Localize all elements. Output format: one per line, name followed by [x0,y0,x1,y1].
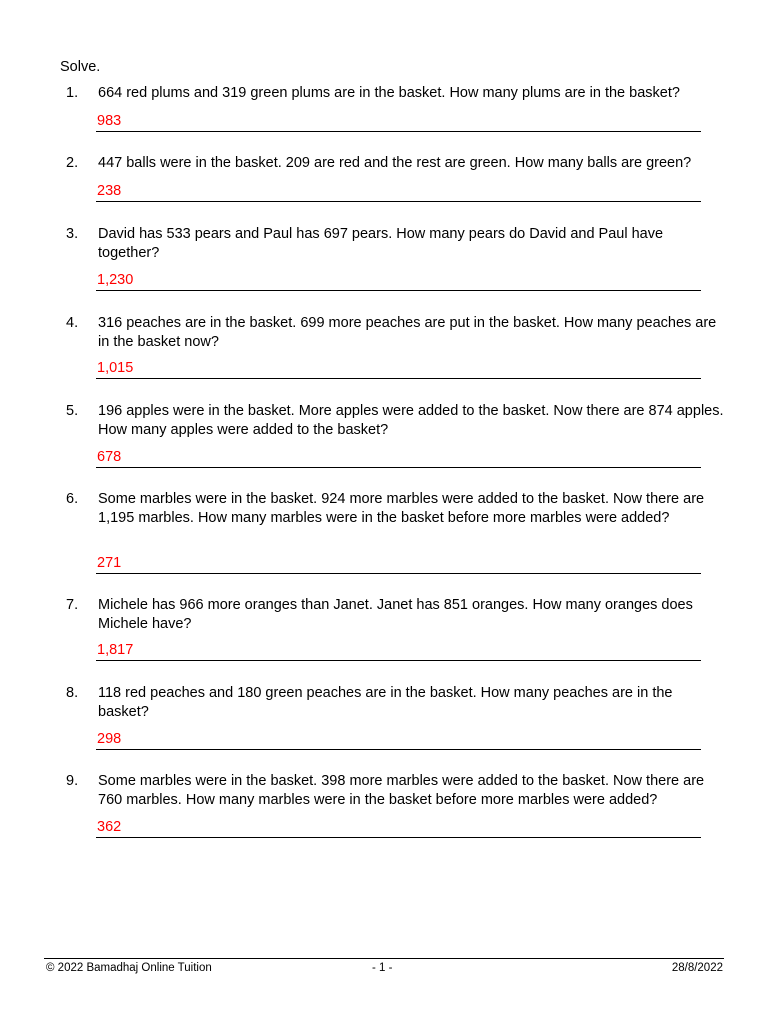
problem-number: 4. [66,315,79,331]
problem-number: 2. [66,155,79,171]
answer-line [96,553,701,574]
answer-text: 983 [97,113,122,129]
answer-line [96,640,701,661]
answer-line [96,729,701,750]
answer-text: 362 [97,819,122,835]
problem-question: 118 red peaches and 180 green peaches are in the basket. How many peaches are in the basket? [98,685,673,720]
footer-copyright: © 2022 Bamadhaj Online Tuition [46,962,212,974]
footer-page-number: - 1 - [372,962,393,974]
problem-number: 3. [66,226,79,242]
answer-line [96,270,701,291]
footer-date: 28/8/2022 [671,962,723,974]
instruction-text: Solve. [60,59,101,75]
problem-question: Some marbles were in the basket. 924 more marbles were added to the basket. Now there are 1,195 marbles. How many marbles were in the basket before more marbles were added? [98,491,705,526]
problem-number: 5. [66,403,79,419]
problem-number: 9. [66,773,79,789]
problem-question: 664 red plums and 319 green plums are in the basket. How many plums are in the basket? [98,85,680,101]
answer-line [96,111,701,132]
problem-question: 316 peaches are in the basket. 699 more peaches are put in the basket. How many peaches are in the basket now? [98,315,717,350]
answer-line [96,817,701,838]
problem-question: 447 balls were in the basket. 209 are red and the rest are green. How many balls are green? [98,155,692,171]
problem-number: 7. [66,597,79,613]
problem-question: 196 apples were in the basket. More apples were added to the basket. Now there are 874 apples. How many apples were added to the basket? [98,403,724,438]
answer-text: 298 [97,731,122,747]
answer-text: 1,817 [97,642,134,658]
problem-number: 8. [66,685,79,701]
problem-question: David has 533 pears and Paul has 697 pears. How many pears do David and Paul have together? [98,226,664,261]
problem-question: Michele has 966 more oranges than Janet. Janet has 851 oranges. How many oranges does Michele have? [98,597,693,632]
problem-number: 1. [66,85,79,101]
answer-text: 238 [97,183,122,199]
answer-text: 271 [97,555,122,571]
problem-number: 6. [66,491,79,507]
footer-divider [44,958,724,959]
answer-line [96,447,701,468]
answer-line [96,358,701,379]
problem-question: Some marbles were in the basket. 398 more marbles were added to the basket. Now there are 760 marbles. How many marbles were in the basket before more marbles were added? [98,773,705,808]
answer-text: 678 [97,449,122,465]
answer-text: 1,230 [97,272,134,288]
answer-text: 1,015 [97,360,134,376]
answer-line [96,181,701,202]
